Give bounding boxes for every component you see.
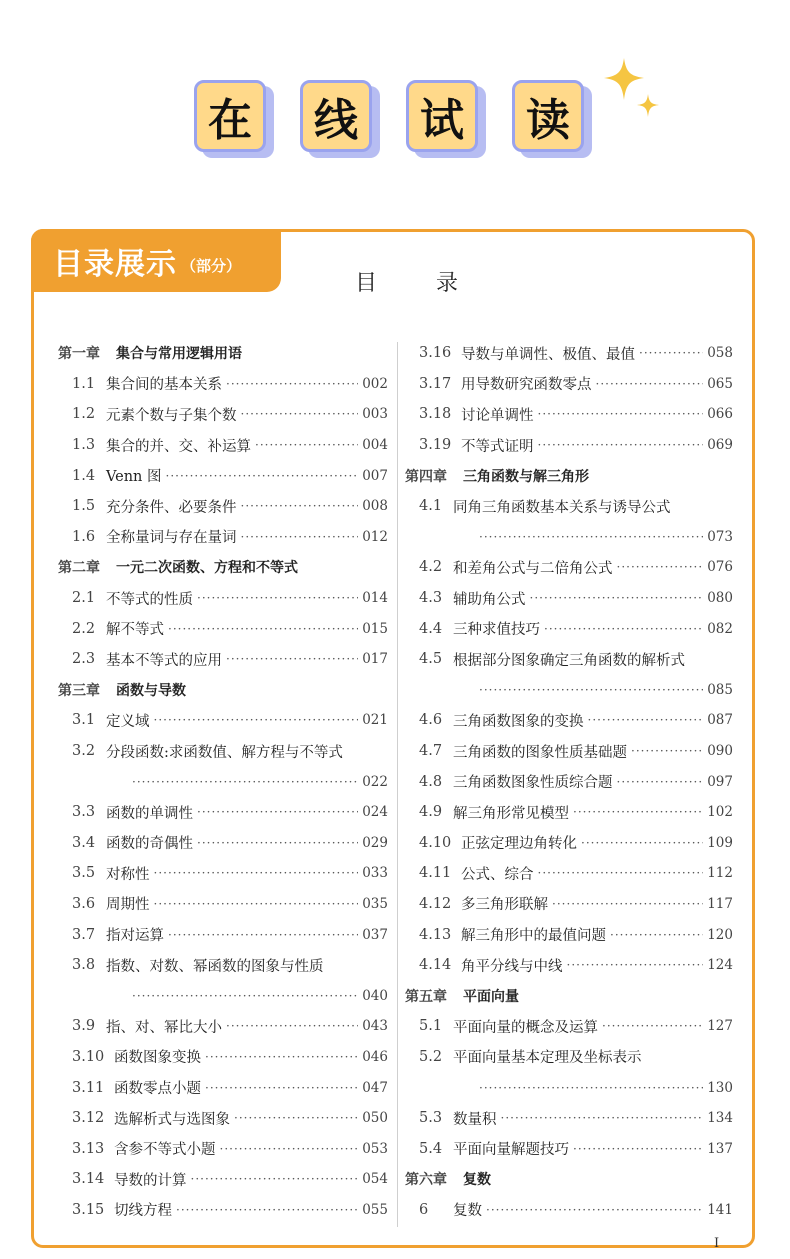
section-number: 3.10 <box>72 1048 105 1065</box>
page-number: 090 <box>707 743 733 760</box>
toc-section-row[interactable] <box>405 797 733 828</box>
section-title: 导数的计算 <box>114 1172 187 1189</box>
toc-continuation-row[interactable] <box>58 766 388 797</box>
toc-section-row[interactable] <box>58 919 388 950</box>
leader-dots <box>166 469 359 483</box>
section-number: 3.6 <box>72 895 96 912</box>
toc-chapter-row[interactable] <box>405 460 733 491</box>
section-number: 1.3 <box>72 437 96 454</box>
section-number: 2.2 <box>72 620 96 637</box>
page-number: 033 <box>362 865 388 882</box>
page-number: 017 <box>362 651 388 668</box>
section-number: 3.11 <box>72 1079 105 1096</box>
leader-dots <box>154 713 359 727</box>
title-char: 线 <box>300 80 372 152</box>
section-number: 3.15 <box>72 1201 105 1218</box>
leader-dots <box>486 1203 703 1217</box>
section-title: 对称性 <box>106 866 150 883</box>
section-title: 复数 <box>453 1203 482 1220</box>
section-title: 平面向量基本定理及坐标表示 <box>453 1050 642 1067</box>
section-number: 1.2 <box>72 406 96 423</box>
leader-dots <box>154 866 359 880</box>
toc-section-row[interactable] <box>58 369 388 400</box>
toc-chapter-row[interactable] <box>58 338 388 369</box>
page-number: 024 <box>362 804 388 821</box>
section-title: 指、对、幂比大小 <box>106 1019 222 1036</box>
page-number: 073 <box>707 528 733 545</box>
section-number: 3.12 <box>72 1110 105 1127</box>
toc-section-row[interactable] <box>405 491 733 522</box>
toc-section-row[interactable] <box>405 399 733 430</box>
leader-dots <box>241 407 359 421</box>
toc-section-row[interactable] <box>58 1011 388 1042</box>
toc-section-row[interactable] <box>405 919 733 950</box>
leader-dots <box>220 1142 359 1156</box>
toc-section-row[interactable] <box>58 1164 388 1195</box>
title-tile <box>300 80 372 152</box>
toc-section-row[interactable] <box>58 583 388 614</box>
section-title: 不等式证明 <box>461 438 534 455</box>
page-number: 012 <box>362 528 388 545</box>
page-number: 047 <box>362 1079 388 1096</box>
section-number: 4.1 <box>419 498 443 515</box>
chapter-number: 第一章 <box>58 346 100 363</box>
chapter-title: 平面向量 <box>463 988 519 1005</box>
page-number: 097 <box>707 773 733 790</box>
section-title: 指对运算 <box>106 928 164 945</box>
toc-section-row[interactable] <box>405 889 733 920</box>
section-title: 公式、综合 <box>461 866 534 883</box>
section-title: 平面向量的概念及运算 <box>453 1019 598 1036</box>
chapter-title: 三角函数与解三角形 <box>463 468 589 485</box>
toc-section-row[interactable] <box>58 522 388 553</box>
section-title: 三角函数图象的变换 <box>453 713 584 730</box>
toc-section-row[interactable] <box>405 1103 733 1134</box>
leader-dots <box>132 989 358 1003</box>
section-number: 2.1 <box>72 590 96 607</box>
toc-section-row[interactable] <box>58 889 388 920</box>
section-title: 集合的并、交、补运算 <box>106 438 251 455</box>
section-number: 3.3 <box>72 804 96 821</box>
toc-section-row[interactable] <box>405 705 733 736</box>
section-number: 4.3 <box>419 590 443 607</box>
leader-dots <box>154 897 359 911</box>
column-divider <box>397 342 398 1227</box>
toc-section-row[interactable] <box>405 736 733 767</box>
section-tab-label: 目录展示 <box>53 246 177 282</box>
chapter-title: 集合与常用逻辑用语 <box>116 346 242 363</box>
toc-section-row[interactable] <box>58 705 388 736</box>
toc-chapter-row[interactable] <box>58 675 388 706</box>
leader-dots <box>544 622 703 636</box>
section-number: 4.2 <box>419 559 443 576</box>
leader-dots <box>617 775 704 789</box>
leader-dots <box>226 1019 358 1033</box>
sparkle-icon <box>600 56 664 122</box>
page-number: 137 <box>707 1140 733 1157</box>
leader-dots <box>241 499 359 513</box>
page-number: 127 <box>707 1018 733 1035</box>
leader-dots <box>132 775 358 789</box>
page-number: 046 <box>362 1048 388 1065</box>
chapter-title: 函数与导数 <box>116 682 186 699</box>
section-title: 三角函数的图象性质基础题 <box>453 744 627 761</box>
section-title: 周期性 <box>106 897 150 914</box>
title-char: 在 <box>194 80 266 152</box>
page-number: 029 <box>362 834 388 851</box>
section-title: 基本不等式的应用 <box>106 652 222 669</box>
page-number: 040 <box>362 987 388 1004</box>
chapter-number: 第二章 <box>58 560 100 577</box>
page-number: 134 <box>707 1110 733 1127</box>
leader-dots <box>538 407 704 421</box>
toc-chapter-row[interactable] <box>58 552 388 583</box>
title-tile <box>194 80 266 152</box>
page-number: 066 <box>707 406 733 423</box>
toc-section-row[interactable] <box>58 1072 388 1103</box>
page-number: 112 <box>707 865 733 882</box>
leader-dots <box>538 438 704 452</box>
section-title: 三种求值技巧 <box>453 622 540 639</box>
page-number: 022 <box>362 773 388 790</box>
leader-dots <box>602 1019 703 1033</box>
page-number: 141 <box>707 1201 733 1218</box>
section-number: 3.2 <box>72 743 96 760</box>
section-number: 4.9 <box>419 804 443 821</box>
leader-dots <box>191 1172 359 1186</box>
section-title: 平面向量解题技巧 <box>453 1142 569 1159</box>
leader-dots <box>234 1111 358 1125</box>
page-number: 120 <box>707 926 733 943</box>
page-number: 008 <box>362 498 388 515</box>
toc-continuation-row[interactable] <box>405 522 733 553</box>
toc-section-row[interactable] <box>58 1103 388 1134</box>
page-number: 021 <box>362 712 388 729</box>
toc-section-row[interactable] <box>405 1133 733 1164</box>
leader-dots <box>567 958 704 972</box>
header-tiles <box>194 80 594 160</box>
section-number: 4.13 <box>419 926 452 943</box>
section-number: 4.14 <box>419 957 452 974</box>
section-number: 1.4 <box>72 467 96 484</box>
leader-dots <box>573 805 703 819</box>
section-tab <box>31 229 281 292</box>
section-number: 1.1 <box>72 375 96 392</box>
chapter-title: 一元二次函数、方程和不等式 <box>116 560 298 577</box>
section-number: 3.14 <box>72 1171 105 1188</box>
title-char: 试 <box>406 80 478 152</box>
section-number: 4.7 <box>419 743 443 760</box>
section-number: 3.8 <box>72 957 96 974</box>
page-number: 102 <box>707 804 733 821</box>
leader-dots <box>530 591 704 605</box>
section-title: 正弦定理边角转化 <box>461 836 577 853</box>
section-title: 函数图象变换 <box>114 1050 201 1067</box>
leader-dots <box>588 713 704 727</box>
leader-dots <box>255 438 358 452</box>
section-title: 函数的奇偶性 <box>106 836 193 853</box>
section-number: 3.7 <box>72 926 96 943</box>
toc-section-row[interactable] <box>58 797 388 828</box>
toc-continuation-row[interactable] <box>58 980 388 1011</box>
page-number: 058 <box>707 345 733 362</box>
leader-dots <box>552 897 703 911</box>
toc-continuation-row[interactable] <box>405 675 733 706</box>
page-number: 003 <box>362 406 388 423</box>
leader-dots <box>581 836 703 850</box>
section-title: 元素个数与子集个数 <box>106 407 237 424</box>
toc-section-row[interactable] <box>58 644 388 675</box>
leader-dots <box>479 683 703 697</box>
page-number: 065 <box>707 375 733 392</box>
section-number: 3.5 <box>72 865 96 882</box>
section-number: 5.3 <box>419 1110 443 1127</box>
page-number: 043 <box>362 1018 388 1035</box>
section-number: 5.1 <box>419 1018 443 1035</box>
toc-heading: 目 录 <box>355 271 484 296</box>
toc-section-row[interactable] <box>58 828 388 859</box>
section-title: 解不等式 <box>106 622 164 639</box>
section-title: 全称量词与存在量词 <box>106 530 237 547</box>
section-title: 函数的单调性 <box>106 805 193 822</box>
section-number: 3.18 <box>419 406 452 423</box>
toc-section-row[interactable] <box>58 460 388 491</box>
leader-dots <box>639 346 703 360</box>
chapter-number: 第三章 <box>58 682 100 699</box>
leader-dots <box>205 1050 358 1064</box>
page-number: 085 <box>707 681 733 698</box>
page-number: 082 <box>707 620 733 637</box>
toc-left-column <box>58 338 388 1225</box>
section-title: 同角三角函数基本关系与诱导公式 <box>453 499 671 516</box>
toc-section-row[interactable] <box>58 399 388 430</box>
toc-section-row[interactable] <box>405 950 733 981</box>
title-tile <box>512 80 584 152</box>
toc-section-row[interactable] <box>405 1011 733 1042</box>
toc-section-row[interactable] <box>405 766 733 797</box>
chapter-number: 第五章 <box>405 988 447 1005</box>
toc-section-row[interactable] <box>58 1042 388 1073</box>
page-number: 015 <box>362 620 388 637</box>
leader-dots <box>501 1111 704 1125</box>
section-title: 根据部分图象确定三角函数的解析式 <box>453 652 685 669</box>
page-number: 037 <box>362 926 388 943</box>
page-number: 035 <box>362 895 388 912</box>
page-number: 055 <box>362 1201 388 1218</box>
section-number: 3.13 <box>72 1140 105 1157</box>
section-title: 角平分线与中线 <box>461 958 563 975</box>
section-title: 分段函数:求函数值、解方程与不等式 <box>106 744 343 761</box>
chapter-title: 复数 <box>463 1172 491 1189</box>
toc-section-row[interactable] <box>58 613 388 644</box>
page-number: 087 <box>707 712 733 729</box>
leader-dots <box>226 652 358 666</box>
section-number: 1.5 <box>72 498 96 515</box>
section-title: Venn 图 <box>106 469 162 486</box>
toc-section-row[interactable] <box>405 1195 733 1226</box>
toc-section-row[interactable] <box>405 644 733 675</box>
page-number: 124 <box>707 957 733 974</box>
leader-dots <box>241 530 359 544</box>
section-number: 5.2 <box>419 1048 443 1065</box>
section-title: 用导数研究函数零点 <box>461 377 592 394</box>
title-tile <box>406 80 478 152</box>
section-number: 3.1 <box>72 712 96 729</box>
toc-section-row[interactable] <box>58 950 388 981</box>
page-number: 080 <box>707 590 733 607</box>
section-title: 导数与单调性、极值、最值 <box>461 346 635 363</box>
section-title: 不等式的性质 <box>106 591 193 608</box>
page-number: 053 <box>362 1140 388 1157</box>
section-title: 充分条件、必要条件 <box>106 499 237 516</box>
section-title: 解三角形中的最值问题 <box>461 928 606 945</box>
section-number: 5.4 <box>419 1140 443 1157</box>
toc-section-row[interactable] <box>405 338 733 369</box>
toc-section-row[interactable] <box>58 1195 388 1226</box>
toc-right-column <box>405 338 733 1225</box>
page-number: 076 <box>707 559 733 576</box>
section-title: 三角函数图象性质综合题 <box>453 775 613 792</box>
leader-dots <box>168 928 358 942</box>
title-char: 读 <box>512 80 584 152</box>
section-number: 4.8 <box>419 773 443 790</box>
section-tab-sub: （部分） <box>181 257 242 275</box>
toc-section-row[interactable] <box>405 583 733 614</box>
toc-chapter-row[interactable] <box>405 980 733 1011</box>
leader-dots <box>176 1203 358 1217</box>
toc-section-row[interactable] <box>58 736 388 767</box>
leader-dots <box>197 805 358 819</box>
section-title: 切线方程 <box>114 1203 172 1220</box>
section-number: 3.9 <box>72 1018 96 1035</box>
page-mark: I <box>714 1236 720 1251</box>
section-title: 含参不等式小题 <box>114 1142 216 1159</box>
section-title: 讨论单调性 <box>461 407 534 424</box>
toc-section-row[interactable] <box>405 858 733 889</box>
page-number: 069 <box>707 437 733 454</box>
section-title: 数量积 <box>453 1111 497 1128</box>
section-number: 6 <box>419 1201 429 1218</box>
leader-dots <box>479 530 703 544</box>
page-number: 002 <box>362 375 388 392</box>
toc-chapter-row[interactable] <box>405 1164 733 1195</box>
page-number: 014 <box>362 590 388 607</box>
section-number: 4.4 <box>419 620 443 637</box>
section-number: 1.6 <box>72 528 96 545</box>
leader-dots <box>226 377 358 391</box>
leader-dots <box>573 1142 703 1156</box>
section-number: 4.10 <box>419 834 452 851</box>
leader-dots <box>479 1081 703 1095</box>
toc-section-row[interactable] <box>405 552 733 583</box>
section-number: 3.16 <box>419 345 452 362</box>
section-number: 3.19 <box>419 437 452 454</box>
toc-section-row[interactable] <box>405 430 733 461</box>
toc-continuation-row[interactable] <box>405 1072 733 1103</box>
toc-section-row[interactable] <box>405 613 733 644</box>
chapter-number: 第六章 <box>405 1172 447 1189</box>
leader-dots <box>596 377 704 391</box>
page-number: 054 <box>362 1171 388 1188</box>
section-title: 定义域 <box>106 713 150 730</box>
leader-dots <box>631 744 703 758</box>
section-title: 选解析式与选图象 <box>114 1111 230 1128</box>
section-title: 解三角形常见模型 <box>453 805 569 822</box>
page-number: 117 <box>707 895 733 912</box>
leader-dots <box>538 866 704 880</box>
section-number: 2.3 <box>72 651 96 668</box>
toc-section-row[interactable] <box>405 828 733 859</box>
section-title: 辅助角公式 <box>453 591 526 608</box>
section-title: 和差角公式与二倍角公式 <box>453 560 613 577</box>
section-title: 函数零点小题 <box>114 1081 201 1098</box>
section-number: 3.4 <box>72 834 96 851</box>
section-number: 4.5 <box>419 651 443 668</box>
page-number: 004 <box>362 437 388 454</box>
page-number: 130 <box>707 1079 733 1096</box>
section-number: 4.12 <box>419 895 452 912</box>
leader-dots <box>205 1081 358 1095</box>
section-title: 指数、对数、幂函数的图象与性质 <box>106 958 324 975</box>
toc-section-row[interactable] <box>58 430 388 461</box>
section-number: 4.6 <box>419 712 443 729</box>
page-number: 050 <box>362 1110 388 1127</box>
leader-dots <box>197 591 358 605</box>
leader-dots <box>168 622 358 636</box>
section-number: 3.17 <box>419 375 452 392</box>
section-number: 4.11 <box>419 865 452 882</box>
section-title: 集合间的基本关系 <box>106 377 222 394</box>
toc-section-row[interactable] <box>405 1042 733 1073</box>
toc-section-row[interactable] <box>58 858 388 889</box>
leader-dots <box>197 836 358 850</box>
section-title: 多三角形联解 <box>461 897 548 914</box>
page-number: 007 <box>362 467 388 484</box>
leader-dots <box>617 560 704 574</box>
toc-section-row[interactable] <box>405 369 733 400</box>
page-number: 109 <box>707 834 733 851</box>
toc-section-row[interactable] <box>58 1133 388 1164</box>
toc-section-row[interactable] <box>58 491 388 522</box>
chapter-number: 第四章 <box>405 468 447 485</box>
leader-dots <box>610 928 703 942</box>
